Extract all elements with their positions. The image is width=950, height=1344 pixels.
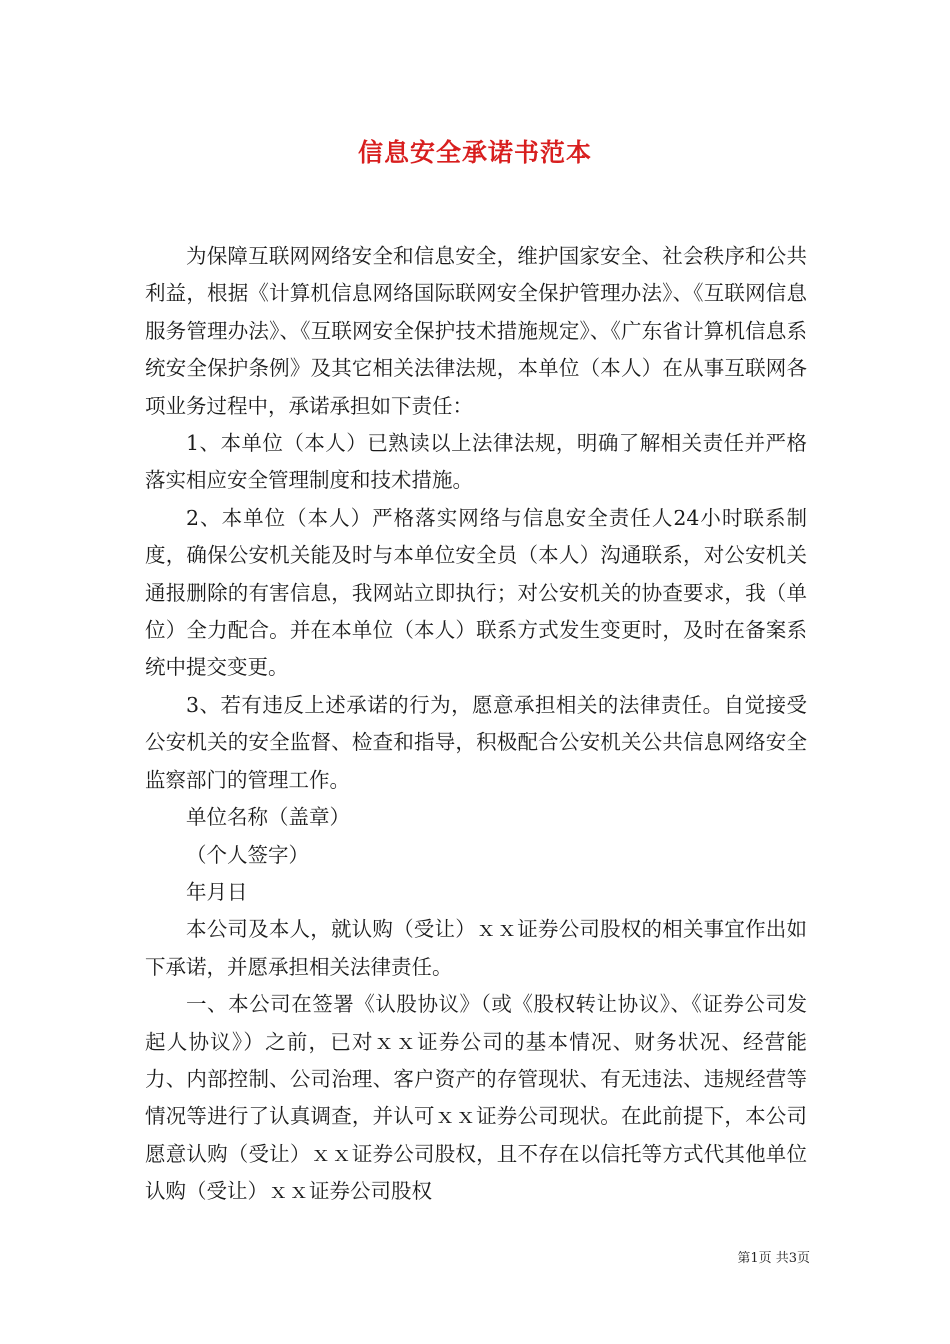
signature-date: 年月日 xyxy=(186,879,248,904)
paragraph-item-1: 1、本单位（本人）已熟读以上法律法规，明确了解相关责任并严格落实相应安全管理制度和技术措施。 xyxy=(145,431,807,493)
document-title: 信息安全承诺书范本 xyxy=(357,138,592,167)
signature-personal: （个人签字） xyxy=(186,842,309,867)
paragraph-item-2: 2、本单位（本人）严格落实网络与信息安全责任人24小时联系制度，确保公安机关能及时与本单位安全员（本人）沟通联系，对公安机关通报删除的有害信息，我网站立即执行；对公安机关的协查要求，我（单位）全力配合。并在本单位（本人）联系方式发生变更时，及时在备案系统中提交变更。 xyxy=(145,505,807,680)
paragraph-company-pledge: 本公司及本人，就认购（受让）ｘｘ证券公司股权的相关事宜作出如下承诺，并愿承担相关法律责任。 xyxy=(145,917,807,979)
document-body xyxy=(145,238,807,1211)
paragraph-pledge-item-1: 一、本公司在签署《认股协议》（或《股权转让协议》、《证券公司发起人协议》）之前，已对ｘｘ证券公司的基本情况、财务状况、经营能力、内部控制、公司治理、客户资产的存管现状、有无违法、违规经营等情况等进行了认真调查，并认可ｘｘ证券公司现状。在此前提下，本公司愿意认购（受让）ｘｘ证券公司股权，且不存在以信托等方式代其他单位认购（受让）ｘｘ证券公司股权 xyxy=(145,992,807,1204)
page-number: 第1页 共3页 xyxy=(737,1251,810,1266)
paragraph-intro: 为保障互联网网络安全和信息安全，维护国家安全、社会秩序和公共利益，根据《计算机信息网络国际联网安全保护管理办法》、《互联网信息服务管理办法》、《互联网安全保护技术措施规定》、《广东省计算机信息系统安全保护条例》及其它相关法律法规，本单位（本人）在从事互联网各项业务过程中，承诺承担如下责任： xyxy=(145,244,807,418)
signature-unit-name: 单位名称（盖章） xyxy=(186,805,350,830)
paragraph-item-3: 3、若有违反上述承诺的行为，愿意承担相关的法律责任。自觉接受公安机关的安全监督、检查和指导，积极配合公安机关公共信息网络安全监察部门的管理工作。 xyxy=(145,692,807,792)
